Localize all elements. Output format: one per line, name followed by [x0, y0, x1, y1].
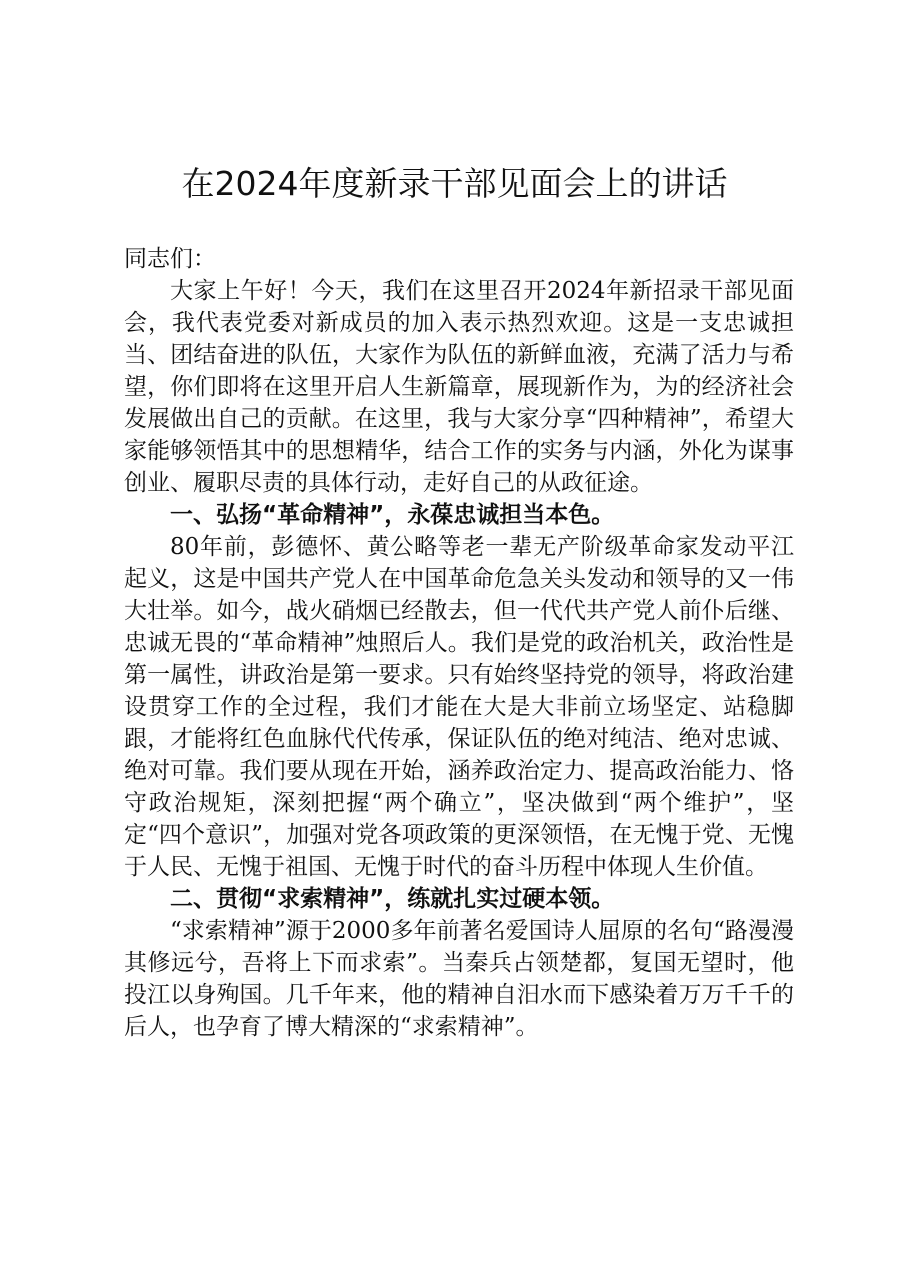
paragraph-revolutionary-spirit: 80年前，彭德怀、黄公略等老一辈无产阶级革命家发动平江起义，这是中国共产党人在中国革命危急关头发动和领导的又一伟大壮举。如今，战火硝烟已经散去，但一代代共产党人前仆后继、忠诚无畏的“革命精神”烛照后人。我们是党的政治机关，政治性是第一属性，讲政治是第一要求。只有始终坚持党的领导，将政治建设贯穿工作的全过程，我们才能在大是大非前立场坚定、站稳脚跟，才能将红色血脉代代传承，保证队伍的绝对纯洁、绝对忠诚、绝对可靠。我们要从现在开始，涵养政治定力、提高政治能力、恪守政治规矩，深刻把握“两个确立”，坚决做到“两个维护”，坚定“四个意识”，加强对党各项政策的更深领悟，在无愧于党、无愧于人民、无愧于祖国、无愧于时代的奋斗历程中体现人生价值。 [124, 534, 794, 880]
paragraph-seeking-spirit: “求索精神”源于2000多年前著名爱国诗人屈原的名句“路漫漫其修远兮，吾将上下而求索”。当秦兵占领楚都，复国无望时，他投江以身殉国。几千年来，他的精神自汨水而下感染着万万千千的后人，也孕育了博大精深的“求索精神”。 [124, 918, 794, 1040]
document-body [124, 243, 794, 1043]
section-heading-2: 二、贯彻“求索精神”，练就扎实过硬本领。 [170, 886, 615, 912]
document-title: 在2024年度新录干部见面会上的讲话 [181, 164, 728, 203]
salutation: 同志们： [124, 246, 216, 272]
section-heading-1: 一、弘扬“革命精神”，永葆忠诚担当本色。 [170, 502, 615, 528]
paragraph-opening: 大家上午好！今天，我们在这里召开2024年新招录干部见面会，我代表党委对新成员的加入表示热烈欢迎。这是一支忠诚担当、团结奋进的队伍，大家作为队伍的新鲜血液，充满了活力与希望，你们即将在这里开启人生新篇章，展现新作为，为的经济社会发展做出自己的贡献。在这里，我与大家分享“四种精神”，希望大家能够领悟其中的思想精华，结合工作的实务与内涵，外化为谋事创业、履职尽责的具体行动，走好自己的从政征途。 [124, 278, 794, 496]
